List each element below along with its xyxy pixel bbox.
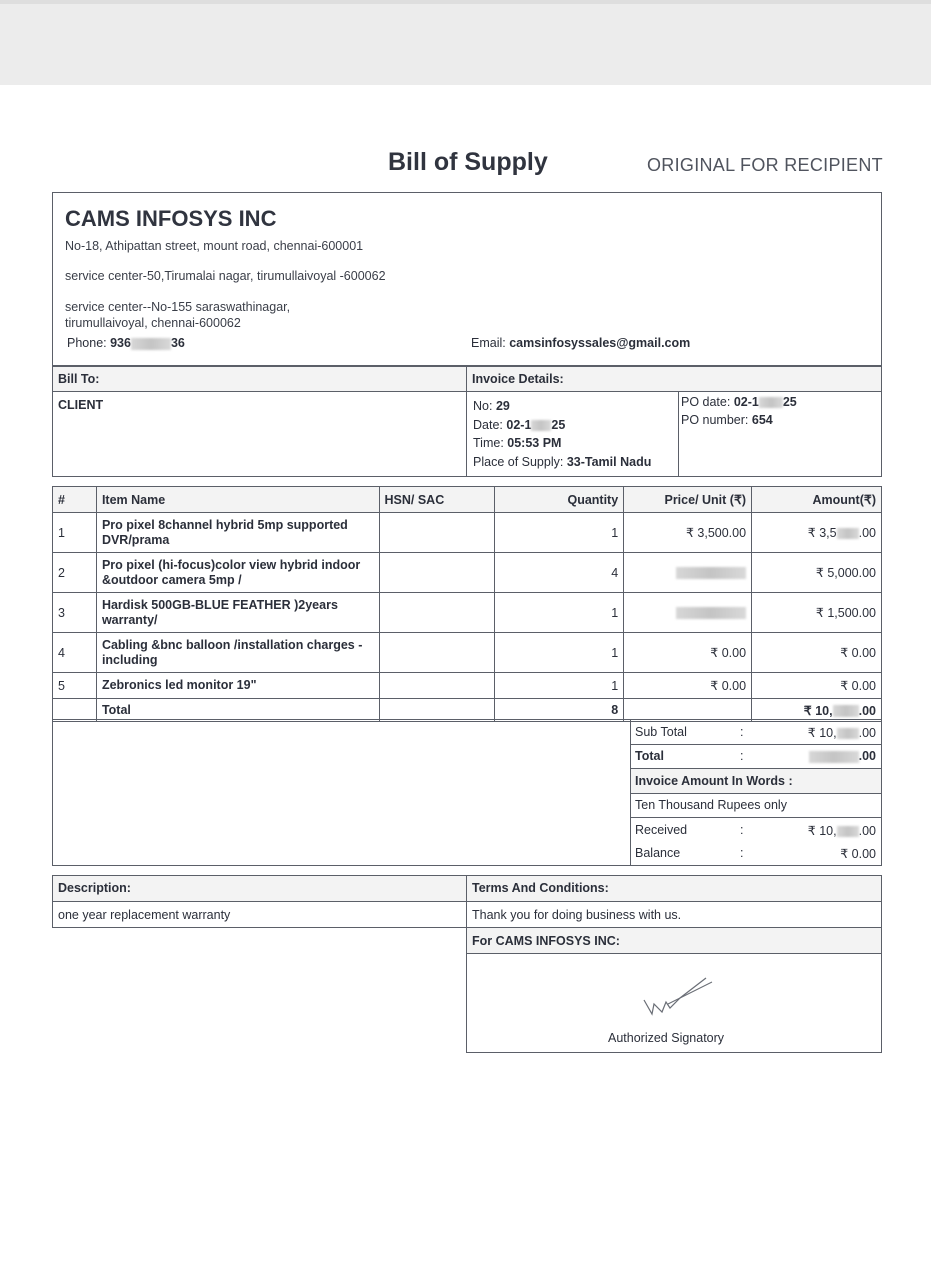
summary-line-4 [630,817,882,818]
company-address-2: service center-50,Tirumalai nagar, tirumullaivoyal -600062 [65,269,386,283]
email-value: camsinfosyssales@gmail.com [509,336,691,350]
po-date-suffix: 25 [782,395,797,409]
invoice-no-value: 29 [495,399,510,413]
summary-total-value [809,749,876,763]
client-name: CLIENT [58,398,104,412]
row-amount [752,513,882,553]
row-hsn [379,673,495,699]
invoice-time-value: 05:53 PM [507,436,562,450]
authorized-signatory: Authorized Signatory [608,1031,725,1045]
received-prefix: ₹ 10, [807,824,837,838]
footer-divider-2 [466,901,467,928]
received-redaction [837,826,859,837]
row-qty: 4 [495,553,624,593]
row-price: ₹ 0.00 [624,673,752,699]
item-name-line2: warranty/ [101,612,158,627]
row-item-name [96,553,379,593]
company-address-1: No-18, Athipattan street, mount road, chennai-600001 [65,239,364,253]
row-qty: 1 [495,633,624,673]
row-price [624,553,752,593]
phone-label: Phone: [67,336,107,350]
total-label: Total [96,699,379,722]
row-item-name [96,513,379,553]
row-price: ₹ 0.00 [624,633,752,673]
item-name-line1: Pro pixel 8channel hybrid 5mp supported [101,517,348,532]
price-redaction [676,607,746,619]
po-date-label: PO date: [681,395,731,409]
company-address-3-line2: tirumullaivoyal, chennai-600062 [65,316,241,330]
row-hsn [379,513,495,553]
row-hsn [379,553,495,593]
row-qty: 1 [495,673,624,699]
footer-header [52,875,882,902]
row-price [624,593,752,633]
row-index: 4 [53,633,97,673]
subtotal-colon: : [740,725,744,739]
row-qty: 1 [495,513,624,553]
place-value: 33-Tamil Nadu [566,455,652,469]
row-item-name [96,593,379,633]
po-date-redaction [759,397,783,408]
invoice-time [473,436,561,450]
phone-suffix: 36 [170,336,185,350]
subtotal-prefix: ₹ 10, [807,726,837,740]
invoice-date-prefix: 02-1 [506,418,532,432]
balance-value: ₹ 0.00 [840,847,876,861]
row-qty: 1 [495,593,624,633]
table-row [53,593,882,633]
items-header-row [53,487,882,513]
summary-total-suffix: .00 [858,749,876,763]
company-phone [67,336,185,350]
row-amount: ₹ 0.00 [752,673,882,699]
phone-prefix: 936 [110,336,131,350]
col-header-amount: Amount(₹) [752,487,882,513]
received-label: Received [635,823,688,837]
invoice-date [473,418,565,432]
company-address-3-line1: service center--No-155 saraswathinagar, [65,300,291,314]
item-name-line2: DVR/prama [101,532,170,547]
row-index: 5 [53,673,97,699]
invoice-time-label: Time: [473,436,504,450]
total-amount-suffix: .00 [858,703,876,718]
received-value [808,823,876,838]
price-redaction [676,567,746,579]
item-name-line2: &outdoor camera 5mp / [101,572,242,587]
company-address-3 [65,299,290,331]
place-of-supply [473,455,651,469]
amount-suffix: .00 [858,526,876,540]
row-index: 3 [53,593,97,633]
item-name-line1: Hardisk 500GB-BLUE FEATHER )2years [101,597,338,612]
invoice-details-label: Invoice Details: [472,372,564,386]
document-title: Bill of Supply [388,148,548,176]
table-row [53,673,882,699]
row-item-name [96,633,379,673]
invoice-date-suffix: 25 [551,418,566,432]
col-header-qty: Quantity [495,487,624,513]
summary-line-3 [630,793,882,794]
po-date-prefix: 02-1 [733,395,759,409]
amount-redaction [837,528,859,539]
invoice-date-label: Date: [473,418,503,432]
summary-total-label: Total [635,749,664,763]
po-divider [678,391,679,477]
invoice-date-redaction [531,420,551,431]
amount-words-value: Ten Thousand Rupees only [635,798,787,812]
copy-label: ORIGINAL FOR RECIPIENT [647,155,883,175]
invoice-no [473,399,510,413]
row-price: ₹ 3,500.00 [624,513,752,553]
billto-label: Bill To: [58,372,100,386]
item-name-line1: Zebronics led monitor 19" [101,678,257,692]
invoice-no-label: No: [473,399,493,413]
total-amount-prefix: ₹ 10, [803,703,833,718]
description-text: one year replacement warranty [58,908,231,922]
amount-words-label: Invoice Amount In Words : [635,774,793,788]
summary-line-1 [630,744,882,745]
po-date [681,395,797,409]
company-email [471,336,690,350]
received-suffix: .00 [858,824,876,838]
signature-image [640,974,715,1019]
subtotal-suffix: .00 [858,726,876,740]
balance-colon: : [740,846,744,860]
table-row [53,553,882,593]
company-name: CAMS INFOSYS INC [65,206,277,231]
row-index: 1 [53,513,97,553]
row-amount: ₹ 1,500.00 [752,593,882,633]
terms-label: Terms And Conditions: [472,881,609,895]
table-row [53,513,882,553]
po-number [681,413,773,427]
item-name-line2: including [101,652,158,667]
col-header-item: Item Name [96,487,379,513]
amount-prefix: ₹ 3,5 [807,526,837,540]
items-table [52,486,882,722]
billto-header [52,366,882,392]
po-number-label: PO number: [681,413,749,427]
description-label: Description: [58,881,131,895]
subtotal-value [808,725,876,740]
table-row [53,633,882,673]
row-index: 2 [53,553,97,593]
item-name-line1: Pro pixel (hi-focus)color view hybrid indoor [101,557,361,572]
item-name-line1: Cabling &bnc balloon /installation charges - [101,637,363,652]
for-company-label: For CAMS INFOSYS INC: [472,934,620,948]
po-number-value: 654 [751,413,773,427]
row-amount: ₹ 0.00 [752,633,882,673]
subtotal-redaction [837,728,859,739]
col-header-price: Price/ Unit (₹) [624,487,752,513]
total-amount-redaction [833,705,859,717]
received-colon: : [740,823,744,837]
summary-total-redaction [809,751,859,763]
place-label: Place of Supply: [473,455,564,469]
summary-total-colon: : [740,749,744,763]
phone-redaction [131,338,171,350]
viewer-top-bar [0,0,931,85]
terms-text: Thank you for doing business with us. [472,908,682,922]
subtotal-label: Sub Total [635,725,687,739]
balance-label: Balance [635,846,681,860]
row-amount: ₹ 5,000.00 [752,553,882,593]
row-hsn [379,633,495,673]
col-header-index: # [53,487,97,513]
row-item-name [96,673,379,699]
email-label: Email: [471,336,506,350]
row-hsn [379,593,495,633]
total-qty: 8 [495,699,624,722]
col-header-hsn: HSN/ SAC [379,487,495,513]
